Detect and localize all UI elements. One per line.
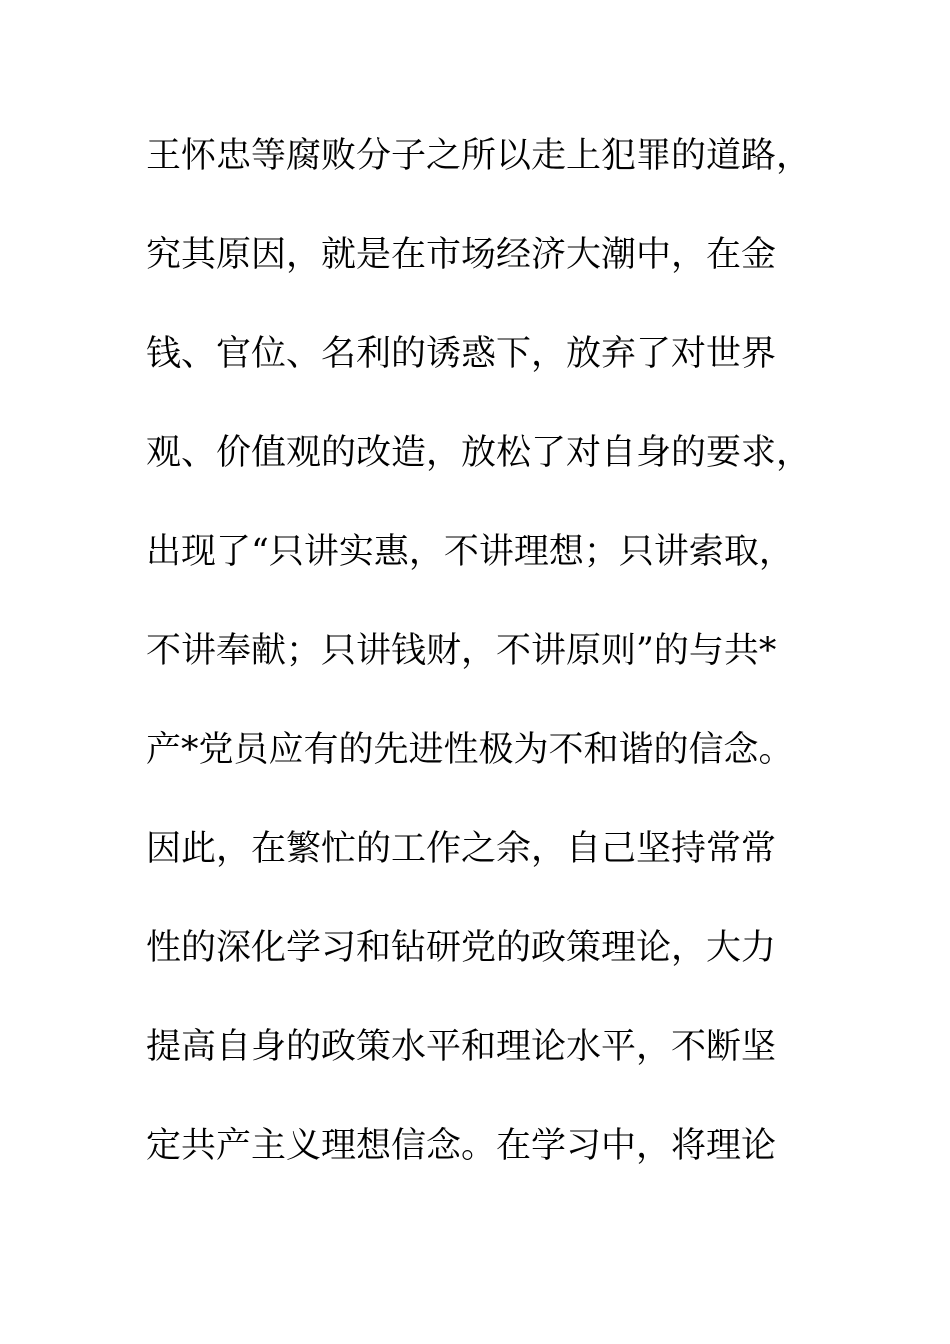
text-line: 观、价值观的改造，放松了对自身的要求， xyxy=(146,433,812,473)
text-line: 王怀忠等腐败分子之所以走上犯罪的道路， xyxy=(146,136,812,176)
text-line: 究其原因，就是在市场经济大潮中，在金 xyxy=(146,235,777,275)
text-line: 产*党员应有的先进性极为不和谐的信念。 xyxy=(146,730,794,770)
text-line: 提高自身的政策水平和理论水平，不断坚 xyxy=(146,1027,777,1067)
body-paragraph xyxy=(146,124,826,1213)
text-line: 出现了“只讲实惠，不讲理想；只讲索取， xyxy=(146,532,794,572)
text-line: 定共产主义理想信念。在学习中，将理论 xyxy=(146,1126,777,1166)
text-line: 性的深化学习和钻研党的政策理论，大力 xyxy=(146,928,777,968)
text-line: 不讲奉献；只讲钱财，不讲原则”的与共* xyxy=(146,631,777,671)
text-line: 因此，在繁忙的工作之余，自己坚持常常 xyxy=(146,829,777,869)
text-line: 钱、官位、名利的诱惑下，放弃了对世界 xyxy=(146,334,777,374)
